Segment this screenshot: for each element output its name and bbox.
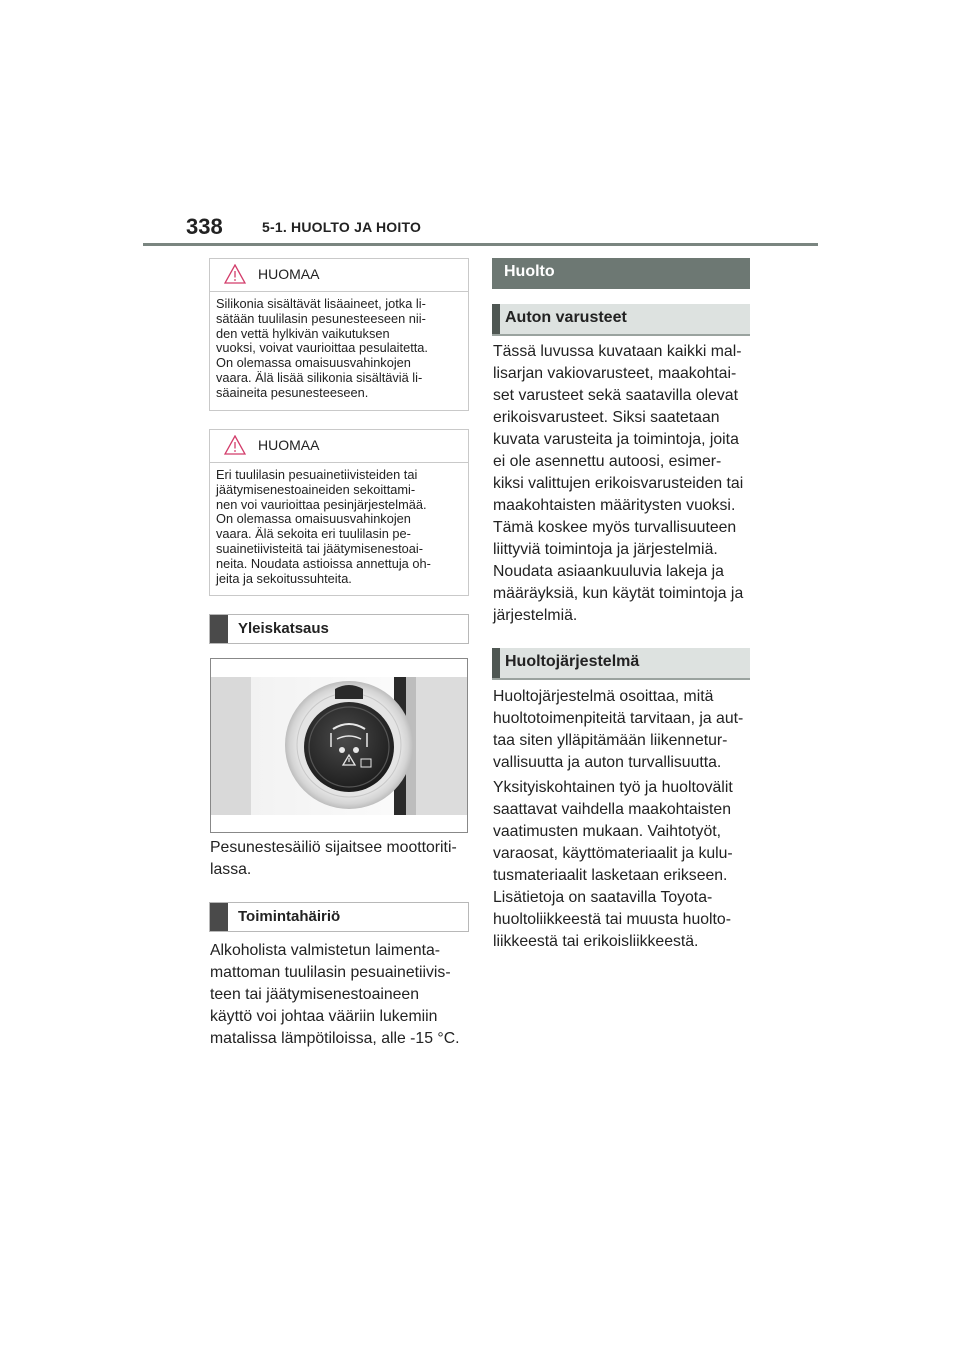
notice-title: HUOMAA bbox=[258, 266, 320, 282]
figure-caption: Pesunestesäiliö sijaitsee moottoriti- lassa. bbox=[210, 839, 457, 878]
notice-text: Eri tuulilasin pesuainetiivisteiden tai jäätymisenestoaineiden sekoittami- nen voi vaurioittaa pesinjärjestelmää. On olemassa omaisuusvahinkojen vaara. Älä sekoita eri tuulilasin pe- suainetiivisteitä tai jäätymisenestoai- neita. Noudata astioissa annettuja oh- jeita ja sekoitussuhteita. bbox=[216, 467, 431, 586]
malfunction-text: Alkoholista valmistetun laimenta- mattoman tuulilasin pesuainetiivis- teen tai jäätymisenestoaineen käyttö voi johtaa vääriin lukemiin matalissa lämpötiloissa, alle -15 °C. bbox=[210, 942, 460, 1047]
header-rule bbox=[143, 243, 818, 246]
notice-box-mixing bbox=[209, 429, 469, 596]
notice-header bbox=[210, 430, 468, 463]
washer-cap-drawing bbox=[211, 659, 468, 833]
service-system-heading: Huoltojärjestelmä bbox=[492, 648, 750, 680]
notice-title: HUOMAA bbox=[258, 437, 320, 453]
warning-triangle-icon bbox=[224, 264, 246, 284]
service-system-text-2: Yksityiskohtainen työ ja huoltovälit saattavat vaihdella maakohtaisten vaatimusten mukaan. Vaihtotyöt, varaosat, käyttömateriaalit ja kulu- tusmateriaalit lasketaan erikseen. Lisätietoja on saatavilla Toyota- huoltoliikkeestä tai muusta huolto- liikkeestä tai erikoisliikkeestä. bbox=[493, 779, 733, 950]
warning-triangle-icon bbox=[224, 435, 246, 455]
page-number: 338 bbox=[186, 214, 223, 239]
section-title: 5-1. HUOLTO JA HOITO bbox=[262, 219, 422, 235]
overview-heading: Yleiskatsaus bbox=[209, 614, 469, 644]
maintenance-heading: Huolto bbox=[492, 258, 750, 289]
vehicle-equipment-text: Tässä luvussa kuvataan kaikki mal- lisarjan vakiovarusteet, maakohtai- set varusteet sekä saatavilla olevat erikoisvarusteet. Siksi saatetaan kuvata varusteita ja toimintoja, joita ei ole asennettu autoosi, esimer- kiksi valittujen erikoisvarusteiden tai maakohtaisten määritysten vuoksi. Tämä koskee myös turvallisuuteen liittyviä toimintoja ja järjestelmiä. Noudata asiaankuuluvia lakeja ja määräyksiä, kun käytät toimintoja ja järjestelmiä. bbox=[493, 343, 744, 624]
vehicle-equipment-heading: Auton varusteet bbox=[492, 304, 750, 336]
notice-text: Silikonia sisältävät lisäaineet, jotka li- sätään tuulilasin pesunesteeseen nii- den vettä hylkivän vaikutuksen vuoksi, voivat vaurioittaa pesulaitetta. On olemassa omaisuusvahinkojen vaara. Älä lisää silikonia sisältäviä li- säaineita pesunesteeseen. bbox=[216, 296, 428, 400]
malfunction-heading: Toimintahäiriö bbox=[209, 902, 469, 932]
washer-reservoir-illustration bbox=[210, 658, 468, 833]
service-system-text-1: Huoltojärjestelmä osoittaa, mitä huoltotoimenpiteitä tarvitaan, ja aut- taa siten ylläpitämään liikennetur- vallisuutta ja auton turvallisuutta. bbox=[493, 688, 744, 771]
notice-header bbox=[210, 259, 468, 292]
notice-box-silicone bbox=[209, 258, 469, 411]
